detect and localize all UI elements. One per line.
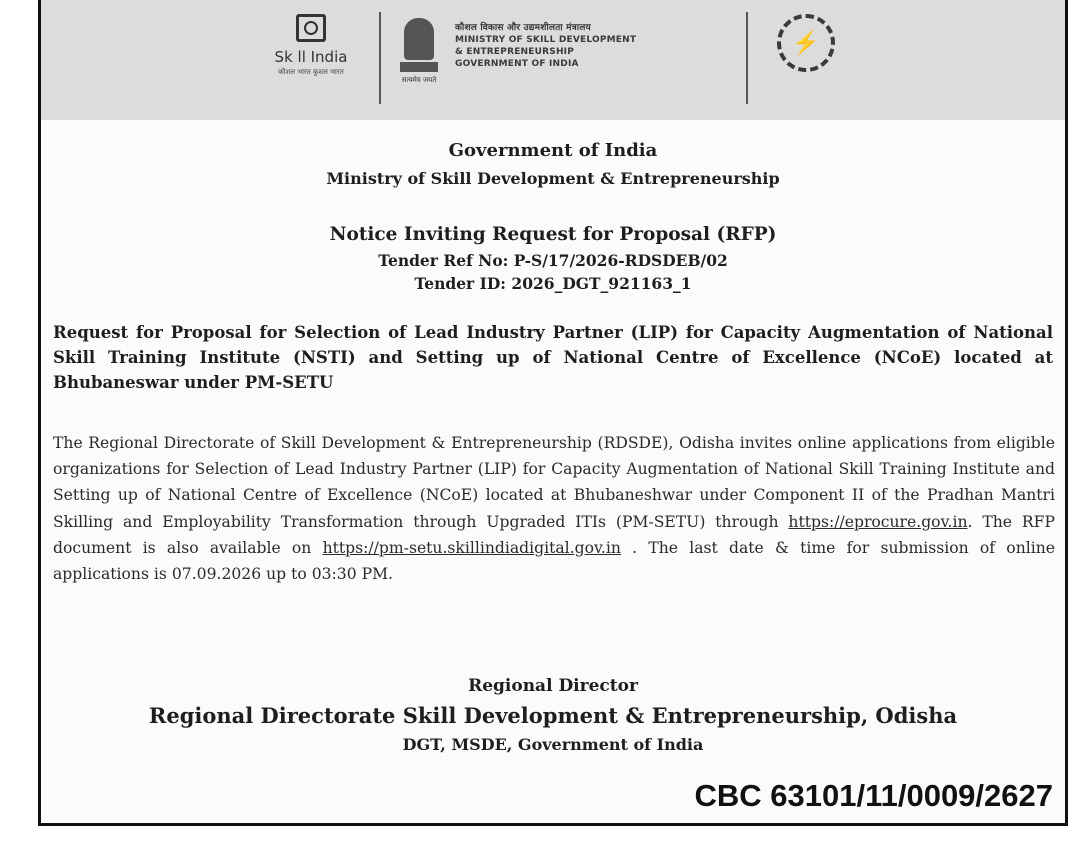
- skill-india-logo: [256, 14, 366, 104]
- rfp-subject: Request for Proposal for Selection of Lead Industry Partner (LIP) for Capacity Augmentation of National Skill Training Institute (NSTI) and Setting up of National Centre of Excellence (NCoE) located at Bhubaneswar under PM-SETU: [53, 323, 1053, 392]
- national-emblem: [396, 12, 442, 102]
- tender-notice: [38, 0, 1068, 826]
- signatory-office: Regional Directorate Skill Development & Entrepreneurship, Odisha: [148, 703, 958, 728]
- government-heading: Government of India: [448, 140, 658, 161]
- emblem-motto: सत्यमेव जयते: [401, 76, 437, 84]
- cbc-code: CBC 63101/11/0009/2627: [694, 778, 1053, 813]
- ministry-line: कौशल विकास और उद्यमशीलता मंत्रालय: [455, 23, 591, 33]
- emblem-icon: [404, 18, 434, 60]
- signatory-department: DGT, MSDE, Government of India: [402, 735, 704, 754]
- skill-india-tagline: कौशल भारत कुशल भारत: [278, 68, 344, 76]
- notice-title: Notice Inviting Request for Proposal (RFP): [329, 224, 777, 245]
- skill-india-icon: [296, 14, 326, 42]
- ministry-line: MINISTRY OF SKILL DEVELOPMENT: [455, 35, 637, 45]
- ministry-line: GOVERNMENT OF INDIA: [455, 59, 579, 69]
- tender-ref: Tender Ref No: P-S/17/2026-RDSDEB/02: [378, 251, 728, 270]
- header-divider: [746, 12, 748, 104]
- gear-icon: ⚡: [777, 14, 835, 72]
- skill-india-name: Sk ll India: [274, 48, 348, 66]
- eprocure-link[interactable]: https://eprocure.gov.in: [788, 512, 968, 531]
- header-divider: [379, 12, 381, 104]
- notice-body: [53, 430, 1055, 587]
- ministry-line: & ENTREPRENEURSHIP: [455, 47, 575, 57]
- ministry-block: [455, 22, 636, 70]
- dgt-logo: [766, 14, 846, 104]
- pm-setu-link[interactable]: https://pm-setu.skillindiadigital.gov.in: [322, 538, 621, 557]
- signatory-designation: Regional Director: [468, 676, 638, 696]
- body-text-part: . The RFP document is also available on: [53, 512, 1055, 557]
- body-text-part: . The last date & time for submission of online applications is 07.09.2026 up to 03:30 PM.: [53, 538, 1055, 584]
- body-text-part: The Regional Directorate of Skill Development & Entrepreneurship (RDSDE), Odisha invites online applications from eligible organizations for Selection of Lead Industry Partner (LIP) for Capacity Augmentation of National Skill Training Institute and Setting up of National Centre of Excellence (NCoE) located at Bhubaneshwar under Component II of the Pradhan Mantri Skilling and Employability Transformation through Upgraded ITIs (PM-SETU) through: [53, 434, 1055, 531]
- logo-header: [41, 0, 1065, 120]
- ministry-heading: Ministry of Skill Development & Entrepreneurship: [326, 169, 780, 188]
- tender-id: Tender ID: 2026_DGT_921163_1: [414, 274, 692, 293]
